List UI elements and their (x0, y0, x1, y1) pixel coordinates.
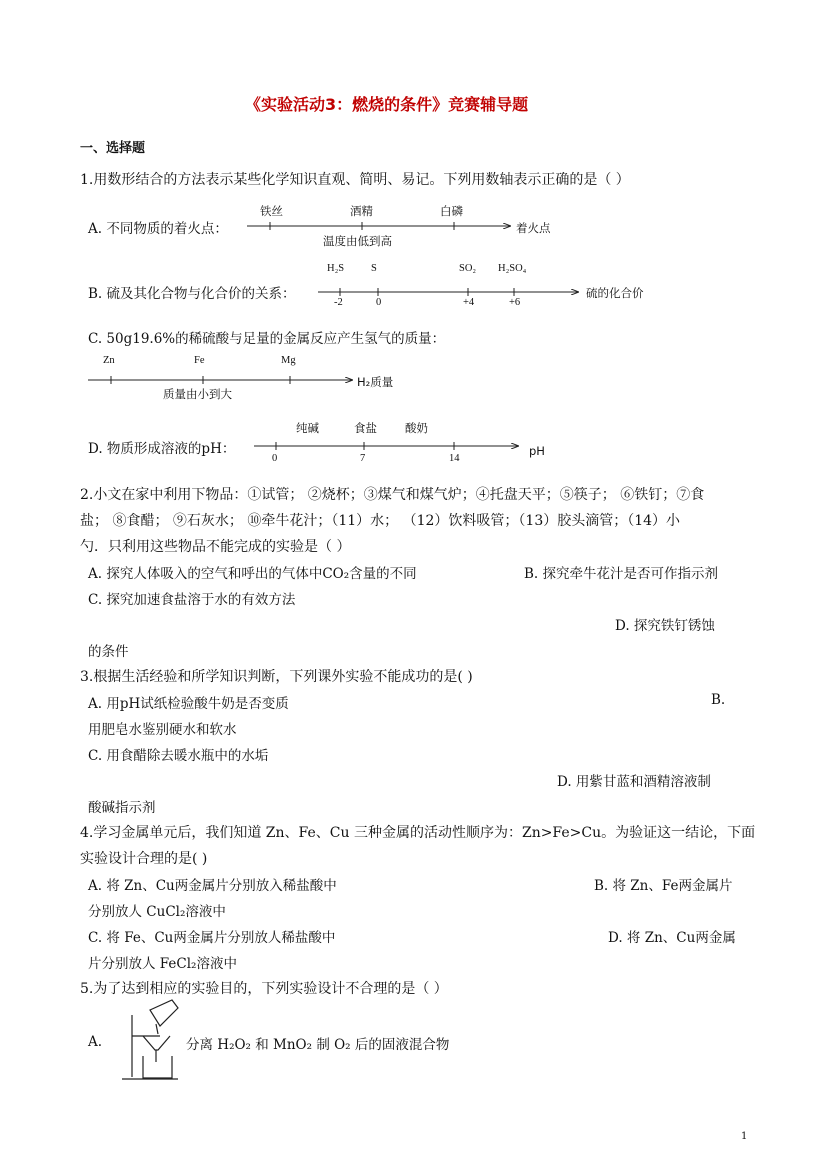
q1b-species-3: SO₂ (459, 263, 477, 274)
axis-c (88, 376, 352, 384)
q1c-mark-3: Mg (281, 355, 296, 366)
q1b-species-1: H₂S (327, 263, 345, 274)
q1a-under-label: 温度由低到高 (323, 234, 392, 248)
question-1-stem: 1.用数形结合的方法表示某些化学知识直观、简明、易记。下列用数轴表示正确的是（ ） (80, 172, 630, 188)
q3-option-b: B. (711, 692, 726, 708)
q4-option-b-cont: 分别放人 CuCl₂溶液中 (88, 904, 226, 920)
q1c-axis-end: H₂质量 (357, 375, 394, 389)
q1b-value-4: +6 (509, 297, 521, 308)
q1-option-b-label: B. 硫及其化合物与化合价的关系： (88, 286, 296, 302)
q1d-mark-3: 酸奶 (405, 421, 428, 435)
axis-d (254, 442, 518, 450)
page-title: 《实验活动3：燃烧的条件》竞赛辅导题 (245, 95, 529, 114)
q3-option-b-cont: 用肥皂水鉴别硬水和软水 (88, 722, 237, 738)
q1-option-c-label: C. 50g19.6%的稀硫酸与足量的金属反应产生氢气的质量： (88, 331, 446, 347)
axis-a (247, 222, 510, 230)
q1d-mark-1: 纯碱 (296, 421, 319, 435)
question-2-line-1: 2.小文在家中利用下物品：①试管； ②烧杯；③煤气和煤气炉；④托盘天平；⑤筷子； ⑥铁钉；⑦食 (80, 487, 705, 503)
section-heading: 一、选择题 (80, 141, 146, 156)
q5-option-a-text: 分离 H₂O₂ 和 MnO₂ 制 O₂ 后的固液混合物 (186, 1037, 450, 1053)
q3-option-a: A. 用pH试纸检验酸牛奶是否变质 (88, 696, 289, 712)
q1b-value-1: -2 (334, 297, 343, 308)
q1c-mark-2: Fe (194, 355, 205, 366)
question-2-line-3: 勺．只利用这些物品不能完成的实验是（ ） (80, 539, 351, 555)
q4-option-b: B. 将 Zn、Fe两金属片 (594, 878, 733, 894)
q4-option-a: A. 将 Zn、Cu两金属片分别放入稀盐酸中 (88, 878, 337, 894)
q2-option-c: C. 探究加速食盐溶于水的有效方法 (88, 592, 296, 608)
q1b-species-4: H₂SO₄ (498, 263, 527, 274)
q1d-value-1: 0 (272, 453, 278, 464)
q4-option-d: D. 将 Zn、Cu两金属 (608, 930, 736, 946)
q2-option-d-cont: 的条件 (88, 644, 129, 660)
q3-option-d: D. 用紫甘蓝和酒精溶液制 (557, 774, 711, 790)
q2-option-b: B. 探究牵牛花汁是否可作指示剂 (524, 566, 719, 582)
question-4-line-1: 4.学习金属单元后，我们知道 Zn、Fe、Cu 三种金属的活动性顺序为：Zn>Fe>Cu。为验证这一结论，下面 (80, 825, 756, 841)
q1c-mark-1: Zn (103, 355, 115, 366)
q1a-axis-end: 着火点 (516, 221, 551, 235)
q3-option-d-cont: 酸碱指示剂 (88, 800, 156, 816)
axis-b (318, 288, 578, 296)
page-number: 1 (741, 1131, 748, 1142)
q1-option-a-label: A. 不同物质的着火点： (88, 221, 228, 237)
q1d-axis-end: pH (529, 444, 545, 458)
q1d-value-3: 14 (449, 453, 460, 464)
q5-option-a-label: A. (88, 1034, 103, 1050)
q1b-value-3: +4 (463, 297, 475, 308)
question-5-stem: 5.为了达到相应的实验目的，下列实验设计不合理的是（ ） (80, 981, 448, 997)
q2-option-d: D. 探究铁钉锈蚀 (615, 618, 715, 634)
question-2-line-2: 盐； ⑧食醋； ⑨石灰水； ⑩牵牛花汁；（11）水； （12）饮料吸管；（13）胶头滴管；（14）小 (80, 513, 681, 529)
q1b-value-2: 0 (376, 297, 382, 308)
question-4-line-2: 实验设计合理的是( ) (80, 851, 208, 867)
q1-option-d-label: D. 物质形成溶液的pH： (88, 441, 236, 457)
q2-option-a: A. 探究人体吸入的空气和呼出的气体中CO₂含量的不同 (88, 566, 417, 582)
q1a-mark-3: 白磷 (440, 204, 463, 218)
q1b-axis-end: 硫的化合价 (586, 286, 644, 300)
q1d-mark-2: 食盐 (354, 421, 377, 435)
q1a-mark-1: 铁丝 (260, 204, 283, 218)
q4-option-d-cont: 片分别放人 FeCl₂溶液中 (88, 956, 237, 972)
q4-option-c: C. 将 Fe、Cu两金属片分别放人稀盐酸中 (88, 930, 336, 946)
q1d-value-2: 7 (360, 453, 366, 464)
q1b-species-2: S (371, 263, 377, 274)
filtration-apparatus (122, 1000, 178, 1079)
q3-option-c: C. 用食醋除去暖水瓶中的水垢 (88, 748, 269, 764)
q1c-under-label: 质量由小到大 (163, 387, 232, 401)
question-3-stem: 3.根据生活经验和所学知识判断，下列课外实验不能成功的是( ) (80, 669, 473, 685)
q1a-mark-2: 酒精 (350, 204, 373, 218)
